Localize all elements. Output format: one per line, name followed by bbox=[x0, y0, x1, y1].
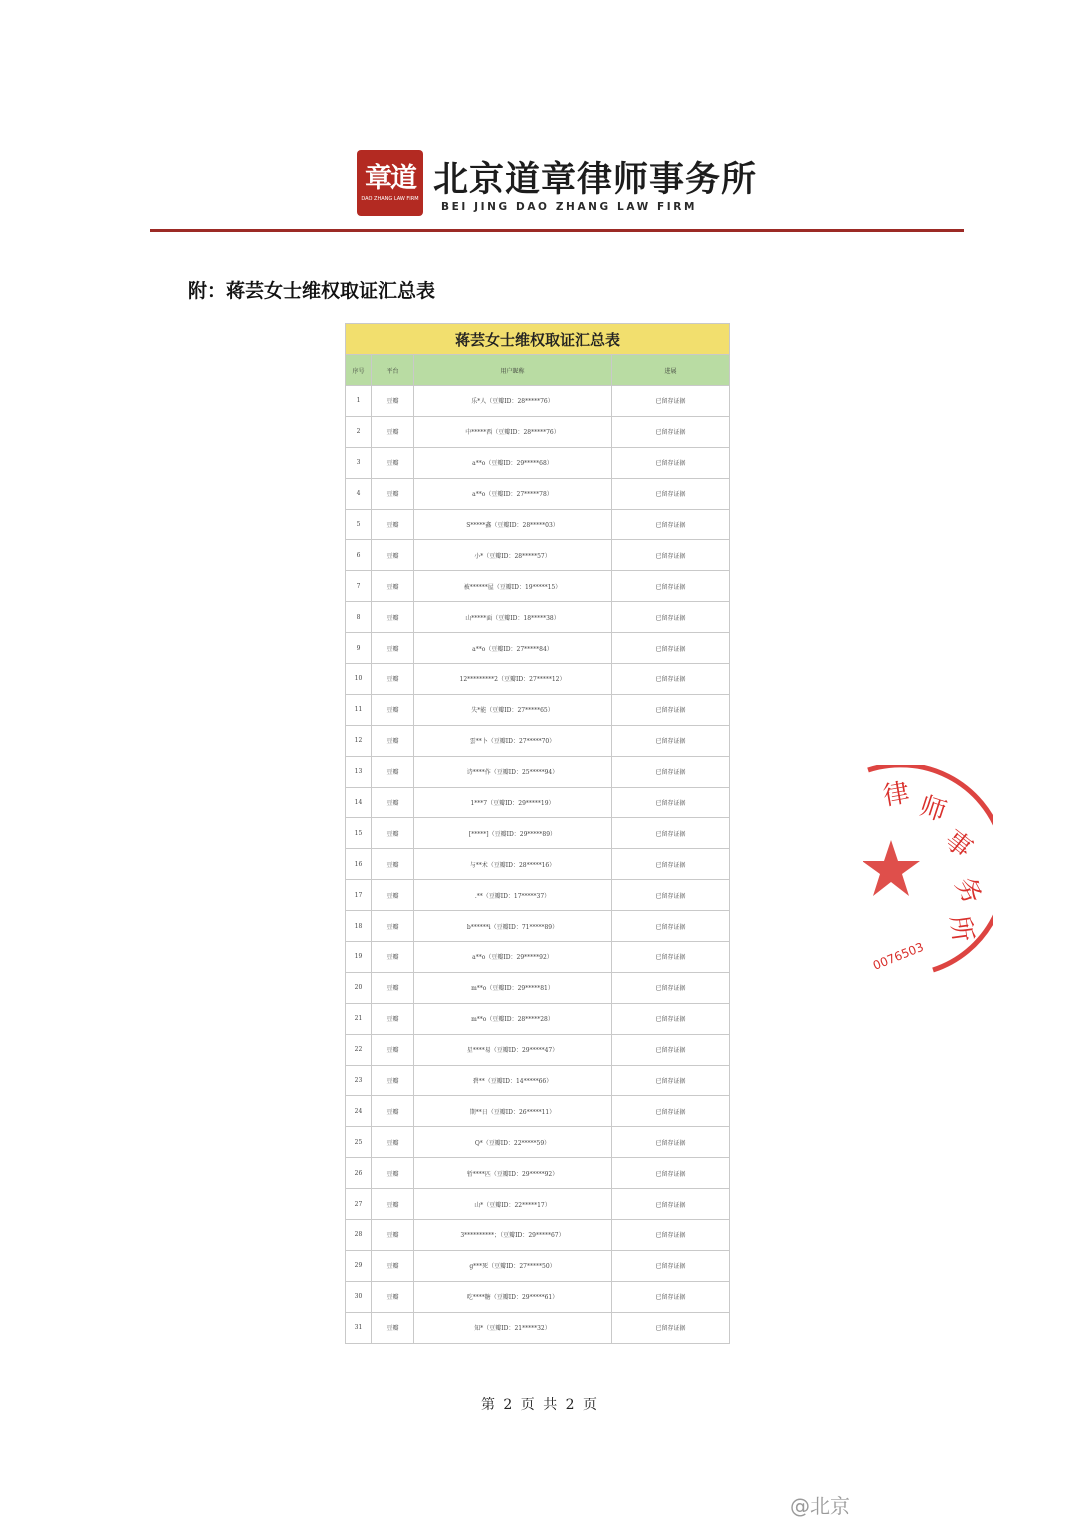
official-stamp bbox=[863, 765, 993, 980]
header-status: 进展 bbox=[612, 355, 730, 386]
table-row bbox=[346, 447, 730, 478]
table-row bbox=[346, 509, 730, 540]
cell-platform: 豆瓣 bbox=[372, 1312, 414, 1343]
appendix-title: 附：蒋芸女士维权取证汇总表 bbox=[188, 280, 436, 302]
cell-platform: 豆瓣 bbox=[372, 540, 414, 571]
table-row bbox=[346, 1220, 730, 1251]
cell-platform: 豆瓣 bbox=[372, 942, 414, 973]
cell-platform: 豆瓣 bbox=[372, 725, 414, 756]
stamp-char-3: 事 bbox=[938, 824, 978, 865]
cell-platform: 豆瓣 bbox=[372, 1096, 414, 1127]
cell-user: S*****鑫（豆瓣ID：28*****03） bbox=[414, 509, 612, 540]
cell-no: 15 bbox=[346, 818, 372, 849]
cell-no: 13 bbox=[346, 756, 372, 787]
cell-platform: 豆瓣 bbox=[372, 478, 414, 509]
cell-status: 已留存证据 bbox=[612, 1281, 730, 1312]
cell-platform: 豆瓣 bbox=[372, 818, 414, 849]
cell-no: 19 bbox=[346, 942, 372, 973]
cell-status: 已留存证据 bbox=[612, 540, 730, 571]
cell-user: 碧**（豆瓣ID：14*****66） bbox=[414, 1065, 612, 1096]
cell-no: 30 bbox=[346, 1281, 372, 1312]
table-row bbox=[346, 1312, 730, 1343]
cell-platform: 豆瓣 bbox=[372, 416, 414, 447]
cell-no: 28 bbox=[346, 1220, 372, 1251]
table-row bbox=[346, 664, 730, 695]
cell-no: 8 bbox=[346, 602, 372, 633]
cell-user: 3**********；（豆瓣ID：29*****67） bbox=[414, 1220, 612, 1251]
cell-status: 已留存证据 bbox=[612, 942, 730, 973]
cell-user: 吃****糖（豆瓣ID：29*****61） bbox=[414, 1281, 612, 1312]
cell-status: 已留存证据 bbox=[612, 1250, 730, 1281]
cell-user: a**o（豆瓣ID：29*****92） bbox=[414, 942, 612, 973]
table-row bbox=[346, 1003, 730, 1034]
cell-user: Q*（豆瓣ID：22*****59） bbox=[414, 1127, 612, 1158]
cell-platform: 豆瓣 bbox=[372, 386, 414, 417]
cell-user: .**（豆瓣ID：17*****37） bbox=[414, 880, 612, 911]
table-row bbox=[346, 633, 730, 664]
cell-user: 暂****匹（豆瓣ID：29*****92） bbox=[414, 1158, 612, 1189]
cell-user: 失*能（豆瓣ID：27*****65） bbox=[414, 694, 612, 725]
table-row bbox=[346, 1281, 730, 1312]
cell-no: 12 bbox=[346, 725, 372, 756]
cell-user: 期**日（豆瓣ID：26*****11） bbox=[414, 1096, 612, 1127]
cell-no: 3 bbox=[346, 447, 372, 478]
cell-user: 诗****作（豆瓣ID：25*****94） bbox=[414, 756, 612, 787]
table-row bbox=[346, 1065, 730, 1096]
page-number: 第 2 页 共 2 页 bbox=[480, 1397, 600, 1413]
table-row bbox=[346, 849, 730, 880]
cell-user: 山*****面（豆瓣ID：18*****38） bbox=[414, 602, 612, 633]
firm-name-en: BEI JING DAO ZHANG LAW FIRM bbox=[441, 201, 698, 213]
table-row bbox=[346, 602, 730, 633]
cell-status: 已留存证据 bbox=[612, 1220, 730, 1251]
cell-status: 已留存证据 bbox=[612, 1189, 730, 1220]
cell-status: 已留存证据 bbox=[612, 664, 730, 695]
cell-status: 已留存证据 bbox=[612, 1312, 730, 1343]
cell-no: 6 bbox=[346, 540, 372, 571]
table-row bbox=[346, 540, 730, 571]
cell-user: 山*（豆瓣ID：22*****17） bbox=[414, 1189, 612, 1220]
table-row bbox=[346, 694, 730, 725]
cell-user: [*****]（豆瓣ID：29*****89） bbox=[414, 818, 612, 849]
cell-status: 已留存证据 bbox=[612, 478, 730, 509]
cell-no: 17 bbox=[346, 880, 372, 911]
cell-status: 已留存证据 bbox=[612, 1096, 730, 1127]
cell-user: 与**术（豆瓣ID：28*****16） bbox=[414, 849, 612, 880]
firm-name-cn: 北京道章律师事务所 bbox=[433, 159, 758, 200]
table-row bbox=[346, 1034, 730, 1065]
cell-no: 4 bbox=[346, 478, 372, 509]
cell-status: 已留存证据 bbox=[612, 386, 730, 417]
cell-no: 1 bbox=[346, 386, 372, 417]
table-row bbox=[346, 1127, 730, 1158]
cell-platform: 豆瓣 bbox=[372, 571, 414, 602]
cell-status: 已留存证据 bbox=[612, 1158, 730, 1189]
cell-status: 已留存证据 bbox=[612, 756, 730, 787]
table-row bbox=[346, 756, 730, 787]
cell-platform: 豆瓣 bbox=[372, 972, 414, 1003]
cell-user: a**o（豆瓣ID：27*****78） bbox=[414, 478, 612, 509]
table-row bbox=[346, 818, 730, 849]
cell-platform: 豆瓣 bbox=[372, 1034, 414, 1065]
cell-status: 已留存证据 bbox=[612, 571, 730, 602]
cell-platform: 豆瓣 bbox=[372, 447, 414, 478]
cell-platform: 豆瓣 bbox=[372, 694, 414, 725]
evidence-summary-table bbox=[345, 323, 730, 1344]
table-row bbox=[346, 478, 730, 509]
cell-platform: 豆瓣 bbox=[372, 849, 414, 880]
cell-status: 已留存证据 bbox=[612, 818, 730, 849]
table-header-row bbox=[346, 355, 730, 386]
table-row bbox=[346, 787, 730, 818]
cell-no: 23 bbox=[346, 1065, 372, 1096]
cell-user: 乐*人（豆瓣ID：28*****76） bbox=[414, 386, 612, 417]
table-row bbox=[346, 1250, 730, 1281]
cell-platform: 豆瓣 bbox=[372, 787, 414, 818]
cell-platform: 豆瓣 bbox=[372, 633, 414, 664]
cell-platform: 豆瓣 bbox=[372, 1003, 414, 1034]
table-row bbox=[346, 942, 730, 973]
firm-logo-subtext: DAO ZHANG LAW FIRM bbox=[361, 196, 419, 202]
cell-status: 已留存证据 bbox=[612, 972, 730, 1003]
cell-no: 11 bbox=[346, 694, 372, 725]
cell-user: m**o（豆瓣ID：28*****28） bbox=[414, 1003, 612, 1034]
cell-no: 9 bbox=[346, 633, 372, 664]
header-no: 序号 bbox=[346, 355, 372, 386]
cell-platform: 豆瓣 bbox=[372, 1189, 414, 1220]
cell-no: 5 bbox=[346, 509, 372, 540]
cell-status: 已留存证据 bbox=[612, 1127, 730, 1158]
cell-platform: 豆瓣 bbox=[372, 880, 414, 911]
cell-no: 27 bbox=[346, 1189, 372, 1220]
stamp-char-2: 师 bbox=[915, 791, 950, 828]
cell-no: 2 bbox=[346, 416, 372, 447]
cell-status: 已留存证据 bbox=[612, 416, 730, 447]
cell-platform: 豆瓣 bbox=[372, 911, 414, 942]
cell-no: 16 bbox=[346, 849, 372, 880]
cell-no: 20 bbox=[346, 972, 372, 1003]
cell-user: 小*（豆瓣ID：28*****57） bbox=[414, 540, 612, 571]
cell-no: 14 bbox=[346, 787, 372, 818]
cell-status: 已留存证据 bbox=[612, 447, 730, 478]
table-row bbox=[346, 911, 730, 942]
cell-no: 21 bbox=[346, 1003, 372, 1034]
cell-platform: 豆瓣 bbox=[372, 1127, 414, 1158]
table-row bbox=[346, 1158, 730, 1189]
cell-status: 已留存证据 bbox=[612, 694, 730, 725]
cell-status: 已留存证据 bbox=[612, 725, 730, 756]
cell-no: 24 bbox=[346, 1096, 372, 1127]
cell-user: 被******屋（豆瓣ID：19*****15） bbox=[414, 571, 612, 602]
weibo-watermark: @北京 bbox=[790, 1494, 850, 1518]
header-platform: 平台 bbox=[372, 355, 414, 386]
stamp-char-1: 律 bbox=[881, 777, 912, 812]
cell-status: 已留存证据 bbox=[612, 509, 730, 540]
letterhead-divider bbox=[150, 229, 964, 232]
cell-no: 10 bbox=[346, 664, 372, 695]
cell-status: 已留存证据 bbox=[612, 911, 730, 942]
cell-platform: 豆瓣 bbox=[372, 1220, 414, 1251]
table-title-row bbox=[346, 324, 730, 355]
header-user: 用户昵称 bbox=[414, 355, 612, 386]
cell-no: 29 bbox=[346, 1250, 372, 1281]
cell-platform: 豆瓣 bbox=[372, 664, 414, 695]
cell-user: 星****易（豆瓣ID：29*****47） bbox=[414, 1034, 612, 1065]
cell-no: 25 bbox=[346, 1127, 372, 1158]
stamp-char-5: 所 bbox=[944, 913, 978, 944]
cell-platform: 豆瓣 bbox=[372, 602, 414, 633]
cell-no: 18 bbox=[346, 911, 372, 942]
cell-status: 已留存证据 bbox=[612, 633, 730, 664]
cell-platform: 豆瓣 bbox=[372, 1250, 414, 1281]
cell-status: 已留存证据 bbox=[612, 1065, 730, 1096]
cell-user: a**o（豆瓣ID：27*****84） bbox=[414, 633, 612, 664]
table-row bbox=[346, 571, 730, 602]
table-row bbox=[346, 725, 730, 756]
cell-user: m**o（豆瓣ID：29*****81） bbox=[414, 972, 612, 1003]
cell-no: 26 bbox=[346, 1158, 372, 1189]
cell-status: 已留存证据 bbox=[612, 787, 730, 818]
cell-no: 31 bbox=[346, 1312, 372, 1343]
cell-user: a**o（豆瓣ID：29*****68） bbox=[414, 447, 612, 478]
cell-user: g***死（豆瓣ID：27*****50） bbox=[414, 1250, 612, 1281]
table-row bbox=[346, 1096, 730, 1127]
table-row bbox=[346, 1189, 730, 1220]
table-row bbox=[346, 880, 730, 911]
cell-status: 已留存证据 bbox=[612, 1003, 730, 1034]
cell-platform: 豆瓣 bbox=[372, 756, 414, 787]
cell-user: 雲**卜（豆瓣ID：27*****70） bbox=[414, 725, 612, 756]
cell-user: 中*****西（豆瓣ID：28*****76） bbox=[414, 416, 612, 447]
watermark-fade bbox=[880, 1486, 960, 1516]
cell-no: 7 bbox=[346, 571, 372, 602]
stamp-star bbox=[863, 840, 920, 896]
stamp-serial: 0076503 bbox=[870, 939, 926, 973]
table-row bbox=[346, 972, 730, 1003]
cell-user: 12*********2（豆瓣ID：27*****12） bbox=[414, 664, 612, 695]
cell-no: 22 bbox=[346, 1034, 372, 1065]
cell-status: 已留存证据 bbox=[612, 602, 730, 633]
table-title: 蒋芸女士维权取证汇总表 bbox=[346, 324, 730, 355]
cell-platform: 豆瓣 bbox=[372, 1065, 414, 1096]
stamp-char-4: 务 bbox=[948, 872, 988, 910]
cell-status: 已留存证据 bbox=[612, 880, 730, 911]
cell-status: 已留存证据 bbox=[612, 849, 730, 880]
cell-platform: 豆瓣 bbox=[372, 509, 414, 540]
cell-user: 知*（豆瓣ID：21*****32） bbox=[414, 1312, 612, 1343]
cell-platform: 豆瓣 bbox=[372, 1158, 414, 1189]
table-row bbox=[346, 416, 730, 447]
firm-logo-chars: 章道 bbox=[365, 163, 415, 194]
cell-user: b******i（豆瓣ID：71*****89） bbox=[414, 911, 612, 942]
cell-platform: 豆瓣 bbox=[372, 1281, 414, 1312]
firm-logo bbox=[357, 150, 423, 216]
table-row bbox=[346, 386, 730, 417]
cell-user: 1***7（豆瓣ID：29*****19） bbox=[414, 787, 612, 818]
cell-status: 已留存证据 bbox=[612, 1034, 730, 1065]
